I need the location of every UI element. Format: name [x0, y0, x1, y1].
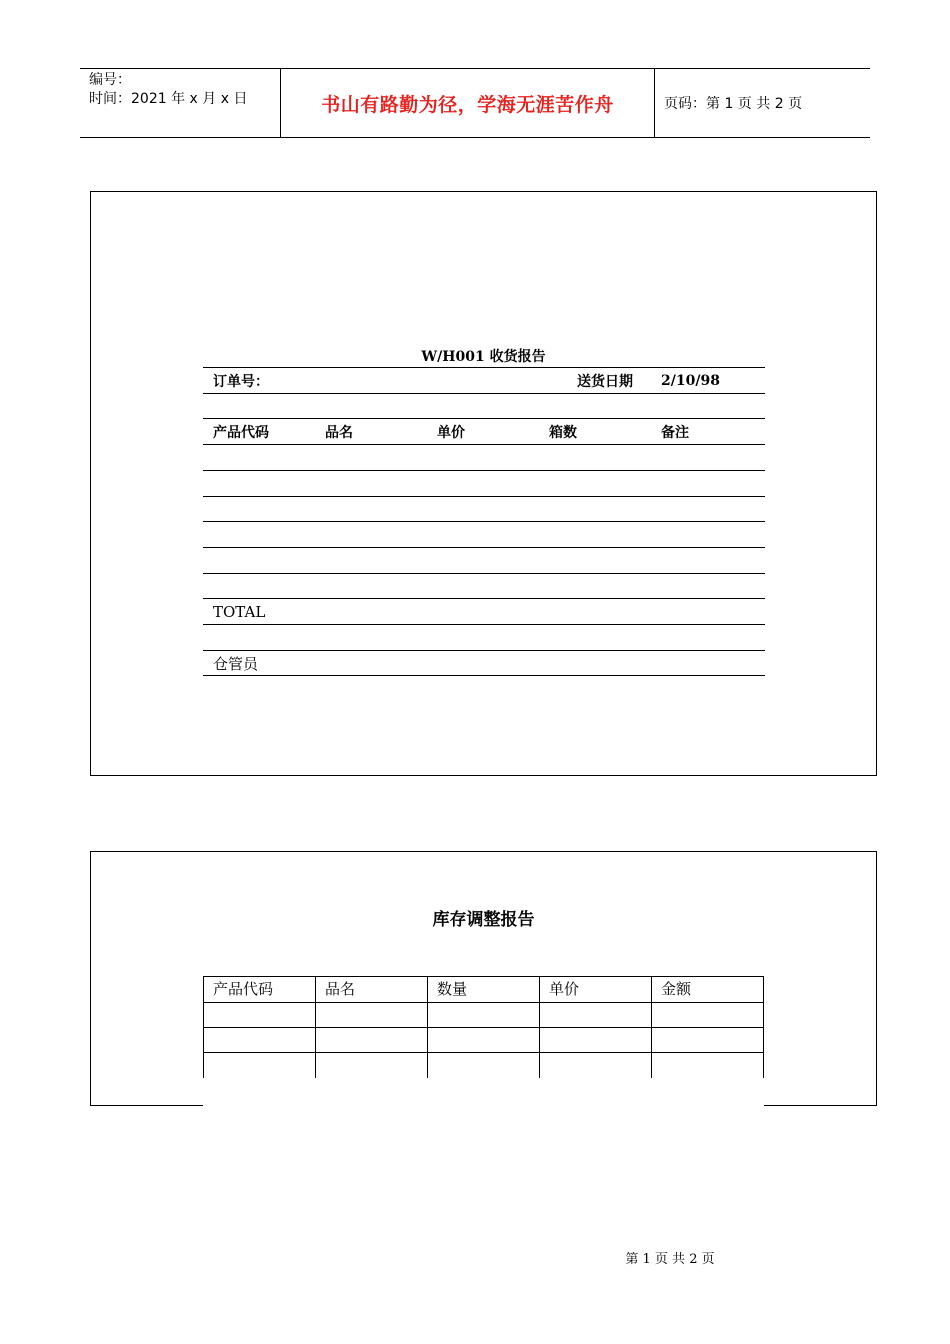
time-label: 时间：2021 年 x 月 x 日 — [89, 91, 248, 107]
total-label: TOTAL — [213, 603, 266, 621]
column-header-product-name: 品名 — [325, 425, 353, 441]
receipt-report-box — [90, 191, 877, 776]
column-header-unit-price: 单价 — [437, 425, 465, 441]
table-cell — [652, 1028, 764, 1053]
table-row-line — [203, 496, 765, 497]
number-label: 编号： — [89, 72, 131, 88]
table-cell — [540, 1053, 652, 1078]
adjustment-title: 库存调整报告 — [432, 910, 535, 930]
receipt-title: W/H001 收货报告 — [421, 349, 546, 365]
table-row — [204, 1028, 764, 1053]
table-cell — [540, 1028, 652, 1053]
warehouse-keeper-label: 仓管员 — [213, 655, 259, 673]
table-cell — [540, 1003, 652, 1028]
footer-page-number: 第 1 页 共 2 页 — [625, 1252, 715, 1267]
column-header-quantity: 数量 — [428, 977, 540, 1003]
table-cell — [428, 1003, 540, 1028]
divider — [203, 418, 765, 419]
column-header-product-code: 产品代码 — [213, 425, 269, 441]
delivery-date-label: 送货日期 — [577, 374, 633, 390]
box-bottom-edge-right — [764, 1105, 877, 1106]
table-cell — [428, 1028, 540, 1053]
table-cell — [204, 1003, 316, 1028]
box-bottom-edge-left — [90, 1105, 203, 1106]
header-page-label: 页码：第 1 页 共 2 页 — [664, 96, 803, 112]
table-row-line — [203, 624, 765, 625]
divider — [203, 393, 765, 394]
table-cell — [316, 1028, 428, 1053]
column-header-box-count: 箱数 — [549, 425, 577, 441]
table-row-line — [203, 573, 765, 574]
table-cell — [204, 1028, 316, 1053]
table-header-row — [204, 977, 764, 1003]
column-header-unit-price: 单价 — [540, 977, 652, 1003]
column-header-product-code: 产品代码 — [204, 977, 316, 1003]
table-row-line — [203, 470, 765, 471]
adjustment-table — [203, 976, 764, 1078]
page-header — [80, 68, 870, 138]
table-row-line — [203, 598, 765, 599]
table-row — [204, 1053, 764, 1078]
divider — [203, 367, 765, 368]
table-cell — [316, 1003, 428, 1028]
column-header-amount: 金额 — [652, 977, 764, 1003]
table-row-line — [203, 521, 765, 522]
table-cell — [652, 1053, 764, 1078]
table-cell — [204, 1053, 316, 1078]
table-row-line — [203, 444, 765, 445]
table-cell — [652, 1003, 764, 1028]
delivery-date-value: 2/10/98 — [661, 373, 720, 389]
column-header-product-name: 品名 — [316, 977, 428, 1003]
table-row-line — [203, 675, 765, 676]
page-footer — [0, 1248, 950, 1267]
column-header-remarks: 备注 — [661, 425, 689, 441]
header-meta — [80, 69, 281, 137]
order-number-label: 订单号： — [213, 374, 269, 390]
table-row-line — [203, 547, 765, 548]
table-row — [204, 1003, 764, 1028]
table-cell — [428, 1053, 540, 1078]
table-cell — [316, 1053, 428, 1078]
header-motto: 书山有路勤为径，学海无涯苦作舟 — [281, 69, 655, 137]
table-row-line — [203, 650, 765, 651]
